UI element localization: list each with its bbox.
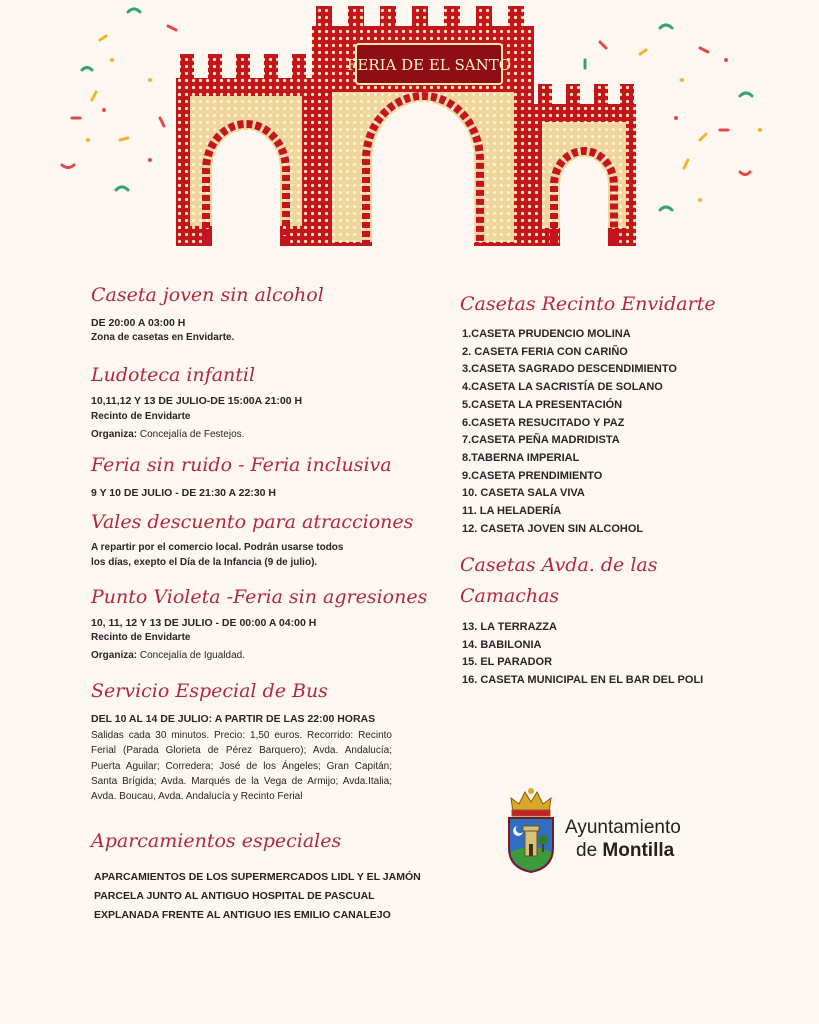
- feria-arch-illustration: [176, 0, 638, 246]
- sin-ruido-time: 9 Y 10 DE JULIO - DE 21:30 A 22:30 H: [91, 487, 277, 499]
- list-item: 3.CASETA SAGRADO DESCENDIMIENTO: [462, 363, 677, 376]
- violeta-place: Recinto de Envidarte: [91, 632, 191, 643]
- list-item: 14. BABILONIA: [462, 638, 542, 651]
- list-item: APARCAMIENTOS DE LOS SUPERMERCADOS LIDL Y EL JAMÓN: [94, 871, 421, 883]
- montilla-coat-of-arms-icon: [505, 786, 557, 874]
- bus-title: Servicio Especial de Bus: [91, 680, 328, 702]
- bus-description: Salidas cada 30 minutos. Precio: 1,50 euros. Recorrido: Recinto Ferial (Parada Glorieta de Pérez Barquero); Avda. Andalucía; Puerta Aguilar; Corredera; José de los Ángeles; Gran Capitán; Santa Brígida; Avda. Marqués de la Vega de Armijo; Avda.Italia; Avda. Boucau, Avda. Andalucía y Recinto Ferial: [91, 730, 392, 803]
- list-item: 16. CASETA MUNICIPAL EN EL BAR DEL POLI: [462, 674, 704, 687]
- ludoteca-organiza: [91, 429, 244, 440]
- logo-ayuntamiento: Ayuntamiento: [565, 817, 681, 838]
- list-item: PARCELA JUNTO AL ANTIGUO HOSPITAL DE PASCUAL: [94, 890, 375, 902]
- violeta-title: Punto Violeta -Feria sin agresiones: [91, 586, 428, 608]
- vales-line2: los días, exepto el Día de la Infancia (9 de julio).: [91, 557, 318, 568]
- list-item: 6.CASETA RESUCITADO Y PAZ: [462, 416, 625, 429]
- list-item: 15. EL PARADOR: [462, 656, 553, 669]
- ludoteca-time: 10,11,12 Y 13 DE JULIO-DE 15:00A 21:00 H: [91, 395, 303, 407]
- logo-montilla: [576, 840, 674, 862]
- list-item: 12. CASETA JOVEN SIN ALCOHOL: [462, 522, 644, 535]
- camachas-title-line2: Camachas: [460, 585, 560, 607]
- parking-list: [94, 868, 421, 925]
- arch-sign-text: FERIA DE EL SANTO: [346, 56, 512, 74]
- envidarte-title: Casetas Recinto Envidarte: [460, 293, 716, 315]
- vales-title: Vales descuento para atracciones: [91, 511, 414, 533]
- logo-montilla-bold: Montilla: [602, 840, 675, 861]
- sin-ruido-title: Feria sin ruido - Feria inclusiva: [91, 454, 392, 476]
- list-item: 5.CASETA LA PRESENTACIÓN: [462, 398, 623, 411]
- list-item: 8.TABERNA IMPERIAL: [462, 451, 580, 464]
- ludoteca-place: Recinto de Envidarte: [91, 411, 191, 422]
- violeta-organiza: [91, 650, 245, 661]
- organiza-value: Concejalía de Igualdad.: [137, 650, 245, 661]
- organiza-value: Concejalía de Festejos.: [137, 429, 245, 440]
- camachas-title-line1: Casetas Avda. de las: [460, 554, 658, 576]
- caseta-joven-title: Caseta joven sin alcohol: [91, 284, 324, 306]
- list-item: EXPLANADA FRENTE AL ANTIGUO IES EMILIO CANALEJO: [94, 909, 391, 921]
- camachas-list: [462, 619, 703, 690]
- list-item: 1.CASETA PRUDENCIO MOLINA: [462, 328, 631, 340]
- list-item: 2. CASETA FERIA CON CARIÑO: [462, 345, 628, 358]
- vales-line1: A repartir por el comercio local. Podrán usarse todos: [91, 542, 344, 553]
- caseta-joven-time: DE 20:00 A 03:00 H: [91, 317, 186, 329]
- list-item: 11. LA HELADERÍA: [462, 505, 562, 518]
- bus-time: DEL 10 AL 14 DE JULIO: A PARTIR DE LAS 22:00 HORAS: [91, 713, 376, 725]
- list-item: 10. CASETA SALA VIVA: [462, 487, 585, 500]
- caseta-joven-place: Zona de casetas en Envidarte.: [91, 332, 235, 343]
- parking-title: Aparcamientos especiales: [91, 830, 342, 852]
- logo-de: de: [576, 840, 603, 861]
- ludoteca-title: Ludoteca infantil: [91, 364, 256, 386]
- envidarte-list: [462, 326, 677, 538]
- list-item: 7.CASETA PEÑA MADRIDISTA: [462, 434, 620, 447]
- organiza-label: Organiza:: [91, 429, 138, 440]
- violeta-time: 10, 11, 12 Y 13 DE JULIO - DE 00:00 A 04:00 H: [91, 617, 317, 629]
- list-item: 4.CASETA LA SACRISTÍA DE SOLANO: [462, 381, 663, 394]
- list-item: 9.CASETA PRENDIMIENTO: [462, 469, 603, 482]
- list-item: 13. LA TERRAZZA: [462, 621, 557, 633]
- organiza-label: Organiza:: [91, 650, 138, 661]
